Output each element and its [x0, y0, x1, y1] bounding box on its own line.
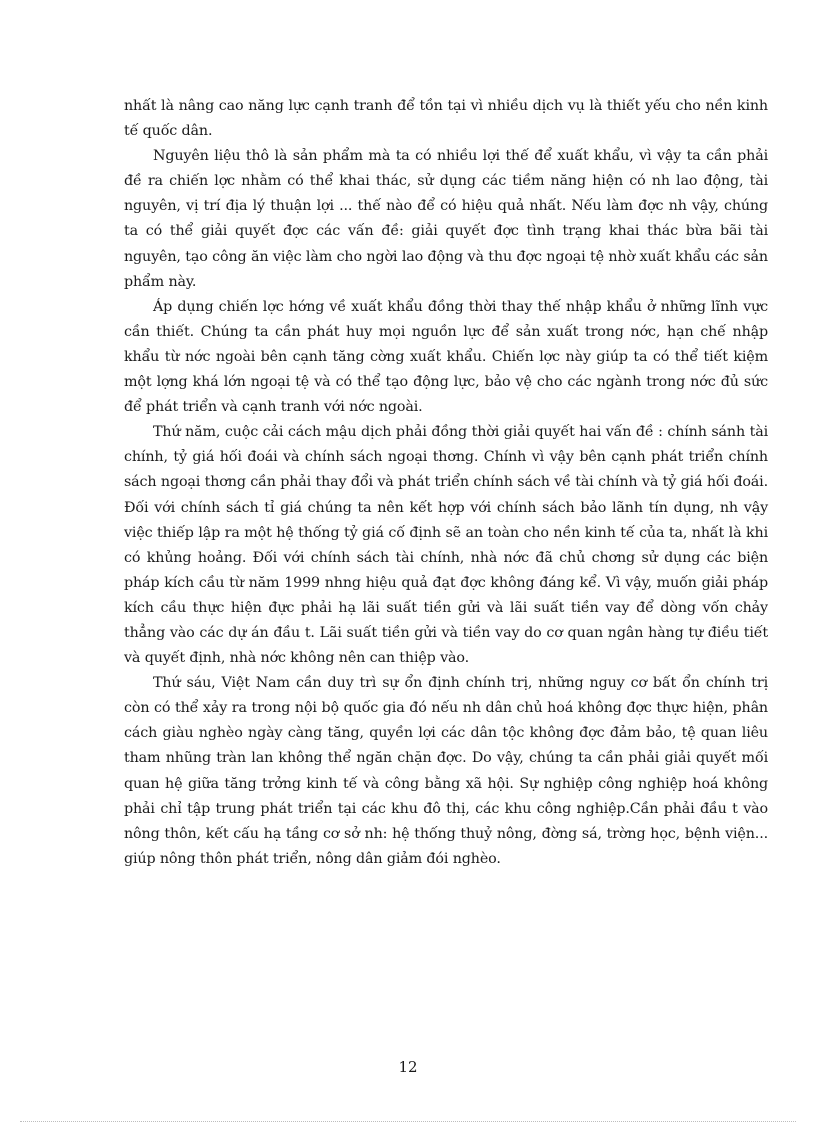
paragraph-continuation: nhất là nâng cao năng lực cạnh tranh để tồn tại vì nhiều dịch vụ là thiết yếu cho nền kinh tế quốc dân. — [124, 98, 768, 140]
paragraph-sixth-point: Thứ sáu, Việt Nam cần duy trì sự ổn định chính trị, những nguy cơ bất ổn chính trị còn có thể xảy ra trong nội bộ quốc gia đó nếu nh dân chủ hoá không đợc thực hiện, phân cách giàu nghèo ngày càng tăng, quyền lợi các dân tộc không đợc đảm bảo, tệ quan liêu tham nhũng tràn lan không thể ngăn chặn đợc. Do vậy, chúng ta cần phải giải quyết mối quan hệ giữa tăng trởng kinh tế và công bằng xã hội. Sự nghiệp công nghiệp hoá không phải chỉ tập trung phát triển tại các khu đô thị, các khu công nghiệp.Cần phải đầu t vào nông thôn, kết cấu hạ tầng cơ sở nh: hệ thống thuỷ nông, đờng sá, trờng học, bệnh viện... giúp nông thôn phát triển, nông dân giảm đói nghèo. — [124, 675, 768, 867]
paragraph-fifth-point: Thứ năm, cuộc cải cách mậu dịch phải đồng thời giải quyết hai vấn đề : chính sánh tài chính, tỷ giá hối đoái và chính sách ngoại thơng. Chính vì vậy bên cạnh phát triển chính sách ngoại thơng cần phải thay đổi và phát triển chính sách về tài chính và tỷ giá hối đoái. Đối với chính sách tỉ giá chúng ta nên kết hợp với chính sách bảo lãnh tín dụng, nh vậy việc thiếp lập ra một hệ thống tỷ giá cố định sẽ an toàn cho nền kinh tế của ta, nhất là khi có khủng hoảng. Đối với chính sách tài chính, nhà nớc đã chủ chơng sử dụng các biện pháp kích cầu từ năm 1999 nhng hiệu quả đạt đợc không đáng kể. Vì vậy, muốn giải pháp kích cầu thực hiện đực phải hạ lãi suất tiền gửi và lãi suất tiền vay để dòng vốn chảy thẳng vào các dự án đầu t. Lãi suất tiền gửi và tiền vay do cơ quan ngân hàng tự điều tiết và quyết định, nhà nớc không nên can thiệp vào. — [124, 424, 768, 667]
page-number: 12 — [398, 1058, 418, 1076]
paragraph-export-strategy: Áp dụng chiến lợc hớng về xuất khẩu đồng thời thay thế nhập khẩu ở những lĩnh vực cần thiết. Chúng ta cần phát huy mọi nguồn lực để sản xuất trong nớc, hạn chế nhập khẩu từ nớc ngoài bên cạnh tăng cờng xuất khẩu. Chiến lợc này giúp ta có thể tiết kiệm một lợng khá lớn ngoại tệ và có thể tạo động lực, bảo vệ cho các ngành trong nớc đủ sức để phát triển và cạnh tranh với nớc ngoài. — [124, 298, 768, 416]
page-bottom-divider — [20, 1121, 796, 1122]
body-text — [124, 94, 768, 872]
paragraph-raw-materials: Nguyên liệu thô là sản phẩm mà ta có nhiều lợi thế để xuất khẩu, vì vậy ta cần phải đề ra chiến lợc nhằm có thể khai thác, sử dụng các tiềm năng hiện có nh lao động, tài nguyên, vị trí địa lý thuận lợi ... thế nào để có hiệu quả nhất. Nếu làm đợc nh vậy, chúng ta có thể giải quyết đợc các vấn đề: giải quyết đợc tình trạng khai thác bừa bãi tài nguyên, tạo công ăn việc làm cho ngời lao động và thu đợc ngoại tệ nhờ xuất khẩu các sản phẩm này. — [124, 148, 768, 290]
